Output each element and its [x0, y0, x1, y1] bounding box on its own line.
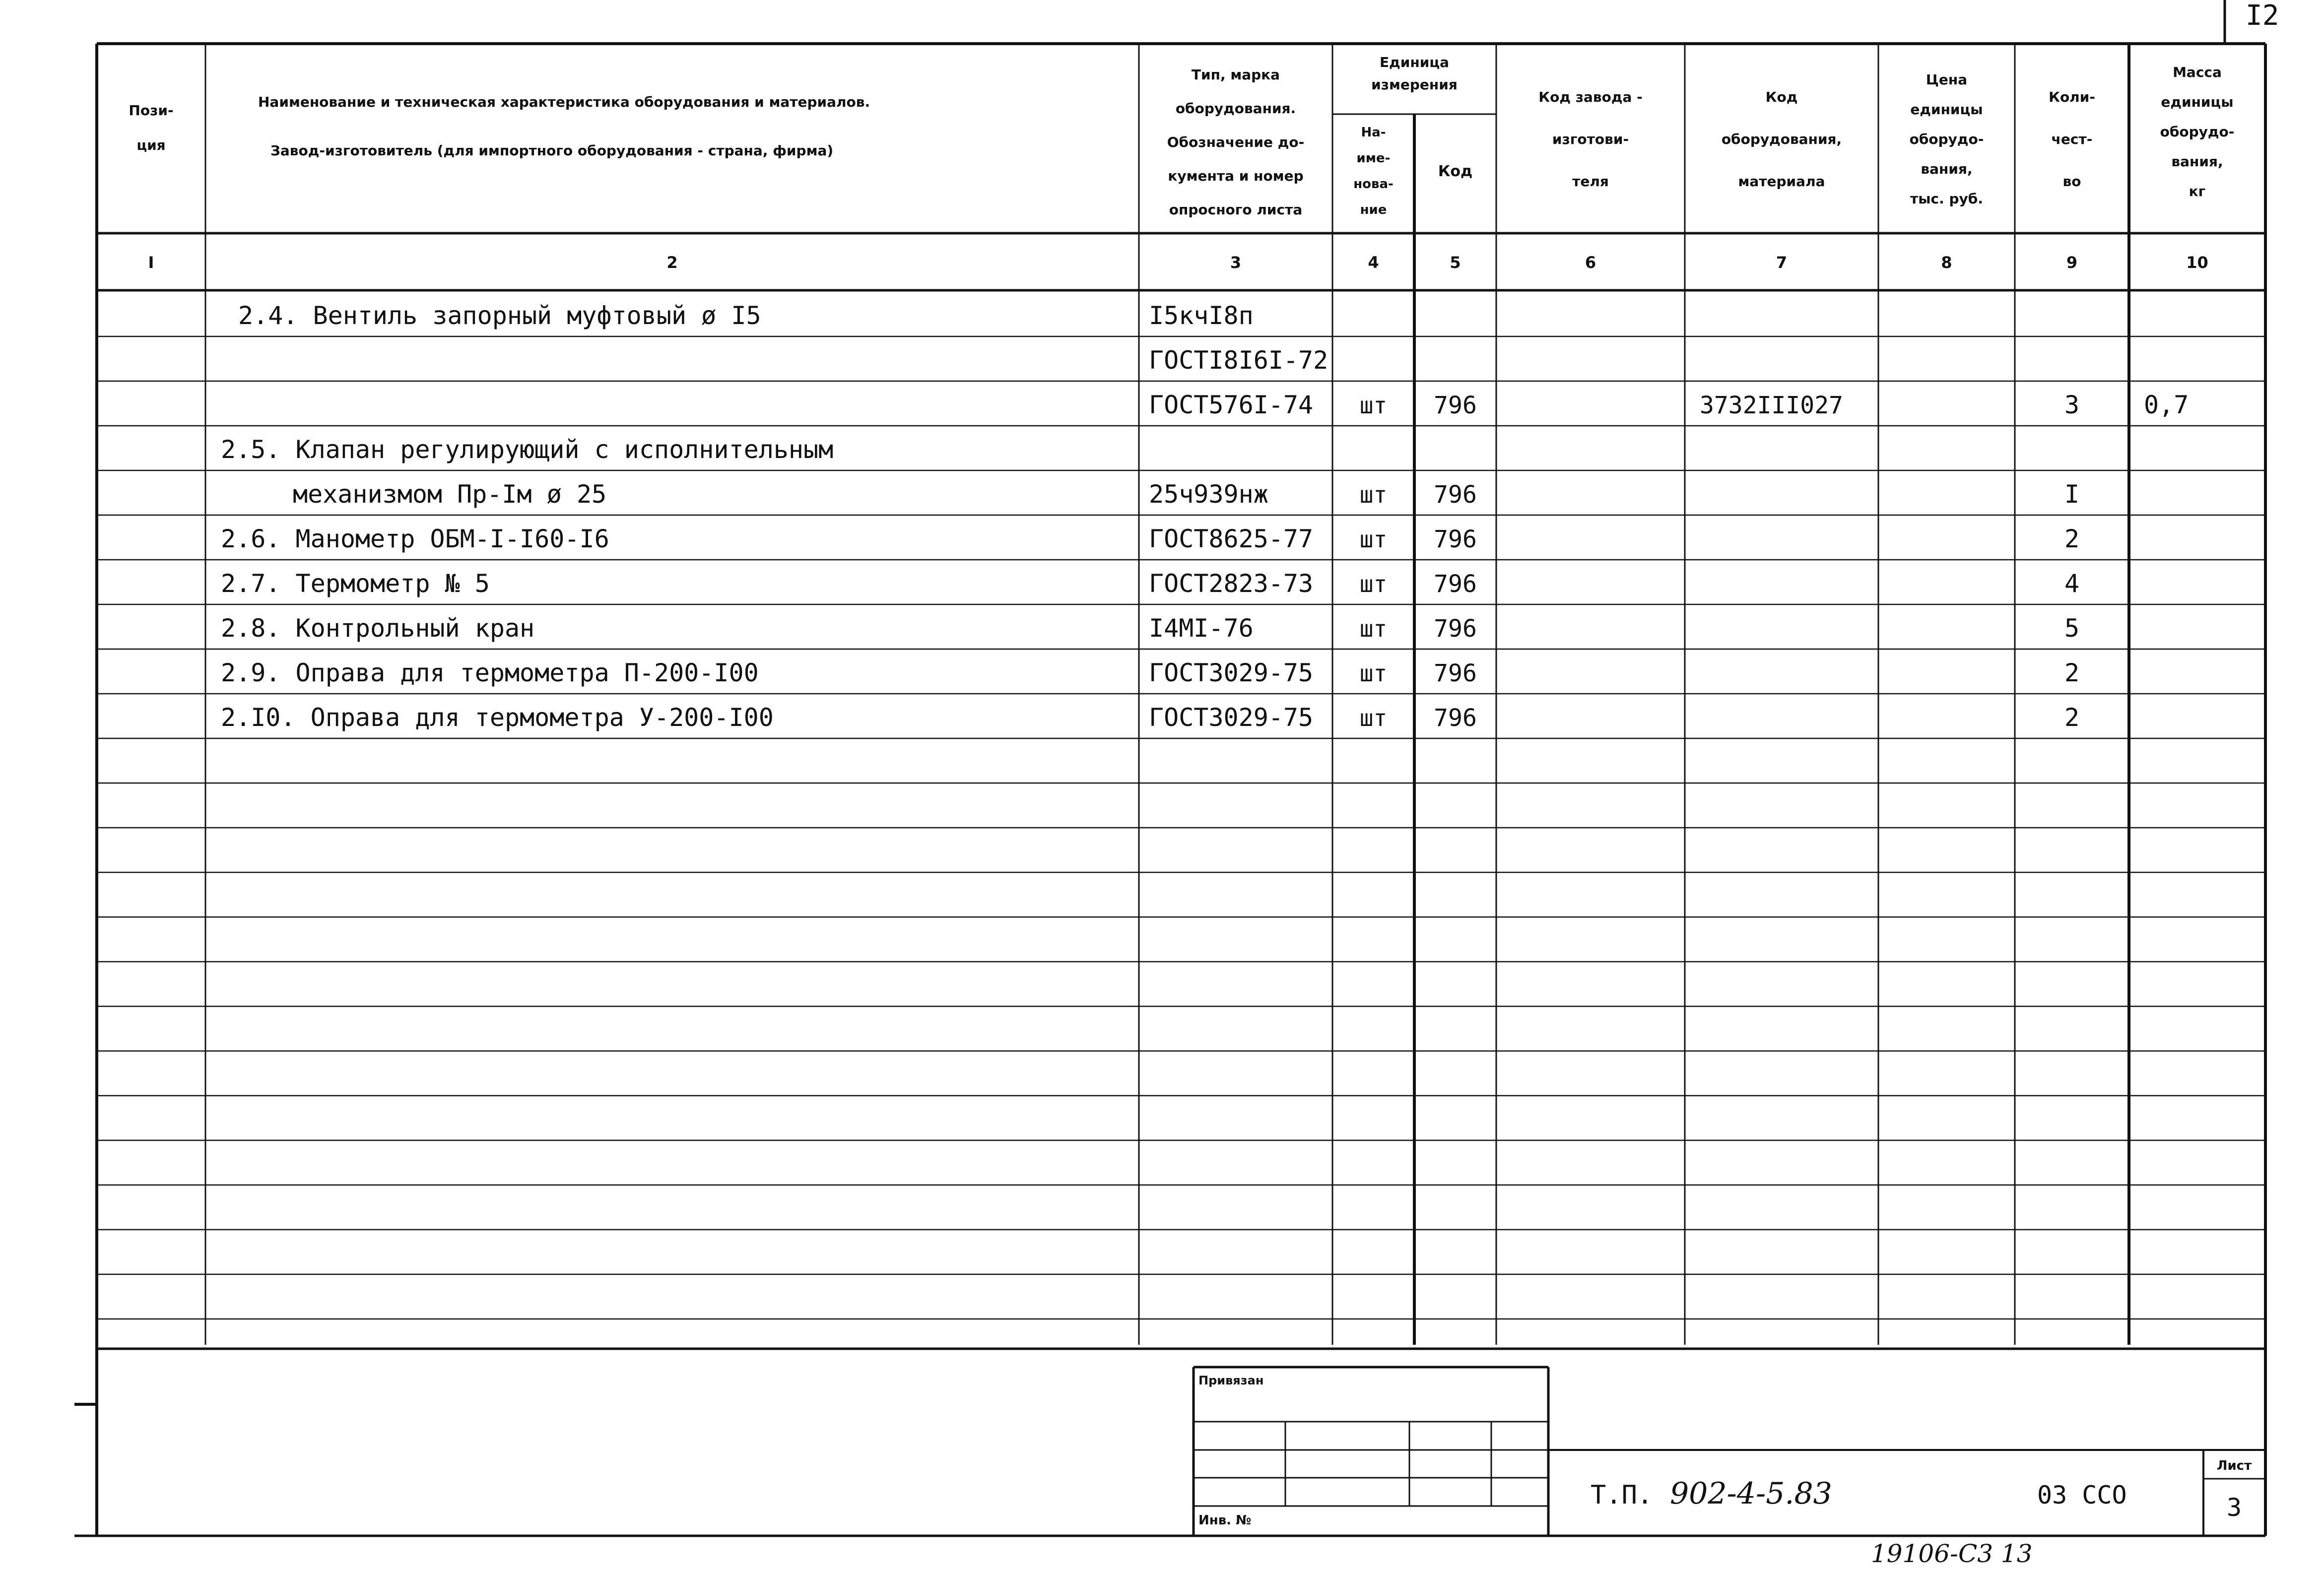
- row-5-unit-code: 796: [1434, 481, 1477, 509]
- header-col9-line-2: во: [2062, 173, 2081, 190]
- header-col10-line-0: Масса: [2173, 64, 2222, 80]
- header-col3-line-2: Обозначение до-: [1167, 134, 1305, 150]
- row-6-quantity: 2: [2064, 525, 2080, 553]
- row-7-quantity: 4: [2064, 569, 2080, 598]
- row-7-unit-code: 796: [1434, 570, 1477, 598]
- column-number-6: 6: [1585, 253, 1596, 272]
- header-col8-line-1: единицы: [1910, 101, 1983, 118]
- column-number-3: 3: [1230, 253, 1242, 272]
- project-number: 902-4-5.83: [1670, 1476, 1832, 1511]
- row-7-unit: шт: [1359, 571, 1388, 597]
- row-10-unit: шт: [1359, 705, 1388, 731]
- row-8-quantity: 5: [2064, 614, 2080, 643]
- row-3-quantity: 3: [2064, 391, 2080, 419]
- row-7-doc: ГОСТ2823-73: [1149, 569, 1314, 598]
- header-col5-line-0: Код: [1438, 163, 1473, 180]
- header-col10-line-3: вания,: [2171, 153, 2223, 170]
- row-4-name: 2.5. Клапан регулирующий с исполнительным: [221, 435, 834, 464]
- header-col4-line-0: На-: [1361, 125, 1386, 140]
- row-5-unit: шт: [1359, 481, 1388, 508]
- row-3-mass: 0,7: [2144, 391, 2189, 419]
- inventory-number-label: Инв. №: [1198, 1513, 1252, 1528]
- designation-label: Т.П.: [1591, 1480, 1653, 1510]
- row-10-unit-code: 796: [1434, 704, 1477, 732]
- row-8-unit-code: 796: [1434, 615, 1477, 643]
- column-number-2: 2: [666, 253, 678, 272]
- header-col3-line-0: Тип, марка: [1191, 66, 1280, 83]
- list-label: Лист: [2216, 1458, 2252, 1473]
- row-9-name: 2.9. Оправа для термометра П-200-I00: [221, 658, 759, 687]
- row-3-unit-code: 796: [1434, 392, 1477, 419]
- header-col9-line-0: Коли-: [2049, 89, 2095, 105]
- row-10-name: 2.I0. Оправа для термометра У-200-I00: [221, 703, 774, 732]
- header-col2-line-1: Завод-изготовитель (для импортного оборудования - страна, фирма): [270, 142, 834, 159]
- header-col6-line-1: изготови-: [1552, 131, 1629, 147]
- header-col7-line-2: материала: [1738, 173, 1825, 190]
- header-col1-line-0: Пози-: [129, 102, 174, 119]
- row-5-quantity: I: [2064, 480, 2080, 509]
- header-col7-line-0: Код: [1765, 89, 1798, 105]
- row-9-unit-code: 796: [1434, 659, 1477, 687]
- column-number-9: 9: [2066, 253, 2078, 272]
- row-10-quantity: 2: [2064, 703, 2080, 732]
- header-col4-line-2: нова-: [1353, 177, 1394, 192]
- row-10-doc: ГОСТ3029-75: [1149, 703, 1314, 732]
- column-number-8: 8: [1941, 253, 1952, 272]
- header-col8-line-0: Цена: [1926, 71, 1968, 88]
- row-6-unit-code: 796: [1434, 525, 1477, 553]
- row-6-doc: ГОСТ8625-77: [1149, 525, 1314, 553]
- column-number-10: 10: [2186, 253, 2208, 272]
- row-8-unit: шт: [1359, 615, 1388, 642]
- row-6-unit: шт: [1359, 526, 1388, 553]
- row-9-quantity: 2: [2064, 658, 2080, 687]
- row-9-unit: шт: [1359, 660, 1388, 687]
- row-3-doc: ГОСТ576I-74: [1149, 391, 1314, 419]
- header-col6-line-0: Код завода -: [1538, 89, 1643, 105]
- header-col3-line-4: опросного листа: [1169, 201, 1303, 218]
- row-3-material-code: 3732III027: [1700, 392, 1843, 419]
- header-col7-line-1: оборудования,: [1721, 131, 1842, 147]
- list-number: 3: [2226, 1493, 2242, 1522]
- row-5-doc: 25ч939нж: [1149, 480, 1268, 509]
- header-col4-line-1: име-: [1356, 151, 1391, 166]
- header-unit_group-line-0: Единица: [1380, 54, 1449, 70]
- column-number-4: 4: [1368, 253, 1379, 272]
- privyazan-label: Привязан: [1198, 1374, 1264, 1387]
- header-col8-line-3: вания,: [1921, 161, 1973, 177]
- header-col10-line-1: единицы: [2161, 94, 2234, 110]
- column-number-5: 5: [1450, 253, 1461, 272]
- row-8-doc: I4МI-76: [1149, 614, 1254, 643]
- row-1-name: 2.4. Вентиль запорный муфтовый ø I5: [238, 301, 761, 330]
- header-col3-line-1: оборудования.: [1175, 100, 1296, 117]
- header-col8-line-2: оборудо-: [1909, 131, 1984, 147]
- section-code: 03 ССО: [2037, 1481, 2127, 1509]
- row-9-doc: ГОСТ3029-75: [1149, 658, 1314, 687]
- header-col1-line-1: ция: [136, 137, 166, 153]
- header-col8-line-4: тыс. руб.: [1910, 191, 1984, 207]
- row-2-doc: ГОСТI8I6I-72: [1149, 346, 1328, 375]
- column-number-7: 7: [1776, 253, 1788, 272]
- row-3-unit: шт: [1359, 392, 1388, 419]
- row-1-doc: I5кчI8п: [1149, 301, 1254, 330]
- row-8-name: 2.8. Контрольный кран: [221, 614, 535, 643]
- row-5-name: механизмом Пр-Iм ø 25: [293, 480, 607, 509]
- header-col10-line-2: оборудо-: [2160, 124, 2235, 140]
- header-col10-line-4: кг: [2189, 183, 2206, 199]
- archive-number: 19106-С3 13: [1871, 1539, 2033, 1568]
- header-unit_group-line-1: измерения: [1371, 76, 1458, 93]
- row-7-name: 2.7. Термометр № 5: [221, 569, 490, 598]
- sheet-number-corner: I2: [2246, 0, 2279, 32]
- row-6-name: 2.6. Манометр ОБМ-I-I60-I6: [221, 525, 609, 553]
- header-col4-line-3: ние: [1360, 202, 1387, 217]
- header-col3-line-3: кумента и номер: [1168, 168, 1304, 184]
- header-col2-line-0: Наименование и техническая характеристика оборудования и материалов.: [258, 94, 870, 110]
- column-number-1: I: [148, 253, 154, 272]
- header-col6-line-2: теля: [1572, 173, 1609, 190]
- header-col9-line-1: чест-: [2051, 131, 2093, 147]
